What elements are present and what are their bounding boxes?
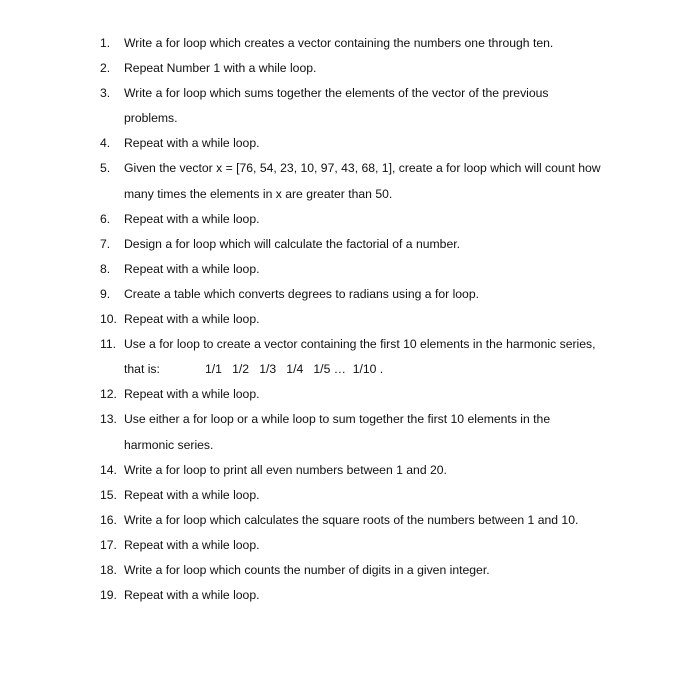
- item-number: 12.: [100, 387, 117, 402]
- list-item: [0, 81, 700, 131]
- item-number: 3.: [100, 86, 111, 101]
- item-number: 11.: [100, 337, 117, 352]
- item-number: 16.: [100, 512, 117, 527]
- item-number: 18.: [100, 562, 117, 577]
- list-item: [0, 558, 700, 583]
- item-text: Design a for loop which will calculate the factorial of a number.: [124, 236, 461, 251]
- item-text: Repeat with a while loop.: [124, 537, 260, 552]
- item-number: 8.: [100, 261, 111, 276]
- list-item: [0, 131, 700, 156]
- item-number: 5.: [100, 161, 111, 176]
- item-text-continuation: problems.: [124, 111, 178, 126]
- item-text: Repeat with a while loop.: [124, 387, 260, 402]
- list-item: [0, 31, 700, 56]
- item-text: Write a for loop to print all even numbers between 1 and 20.: [124, 462, 447, 477]
- item-number: 13.: [100, 412, 117, 427]
- list-item: [0, 533, 700, 558]
- item-number: 19.: [100, 588, 117, 603]
- item-text: Repeat with a while loop.: [124, 261, 260, 276]
- item-text: Repeat with a while loop.: [124, 588, 260, 603]
- item-number: 17.: [100, 537, 117, 552]
- item-text: Write a for loop which calculates the square roots of the numbers between 1 and 10.: [124, 512, 579, 527]
- item-number: 9.: [100, 286, 111, 301]
- item-text: Repeat with a while loop.: [124, 312, 260, 327]
- list-item: [0, 483, 700, 508]
- item-text: Write a for loop which creates a vector containing the numbers one through ten.: [124, 36, 554, 50]
- item-text: Repeat Number 1 with a while loop.: [124, 61, 317, 76]
- list-item: [0, 156, 700, 206]
- list-item: [0, 207, 700, 232]
- list-item: [0, 257, 700, 282]
- item-number: 7.: [100, 236, 111, 251]
- list-item: [0, 382, 700, 407]
- list-item: [0, 508, 700, 533]
- item-text-continuation: that is:: [124, 362, 160, 377]
- item-number: 4.: [100, 136, 111, 151]
- item-number: 15.: [100, 487, 117, 502]
- item-text: Write a for loop which counts the number of digits in a given integer.: [124, 562, 490, 577]
- item-text: Create a table which converts degrees to radians using a for loop.: [124, 286, 479, 301]
- item-text: Repeat with a while loop.: [124, 136, 260, 151]
- list-item: [0, 332, 700, 382]
- item-number: 6.: [100, 211, 111, 226]
- item-number: 1.: [100, 36, 111, 50]
- item-text: Use either a for loop or a while loop to sum together the first 10 elements in the: [124, 412, 551, 427]
- list-item: [0, 583, 700, 608]
- list-item: [0, 307, 700, 332]
- list-item: [0, 56, 700, 81]
- harmonic-series-sequence: 1/1 1/2 1/3 1/4 1/5 … 1/10 .: [205, 362, 384, 377]
- item-text-continuation: harmonic series.: [124, 437, 214, 452]
- item-number: 14.: [100, 462, 117, 477]
- item-text: Given the vector x = [76, 54, 23, 10, 97, 43, 68, 1], create a for loop which will count how: [124, 161, 601, 176]
- list-item: [0, 282, 700, 307]
- list-item: [0, 458, 700, 483]
- item-number: 2.: [100, 61, 111, 76]
- item-text: Repeat with a while loop.: [124, 211, 260, 226]
- item-text: Write a for loop which sums together the elements of the vector of the previous: [124, 86, 549, 101]
- item-text-continuation: many times the elements in x are greater than 50.: [124, 186, 393, 201]
- item-number: 10.: [100, 312, 117, 327]
- problem-list: [0, 31, 700, 608]
- item-text: Repeat with a while loop.: [124, 487, 260, 502]
- list-item: [0, 232, 700, 257]
- list-item: [0, 407, 700, 457]
- item-text: Use a for loop to create a vector containing the first 10 elements in the harmonic series,: [124, 337, 596, 352]
